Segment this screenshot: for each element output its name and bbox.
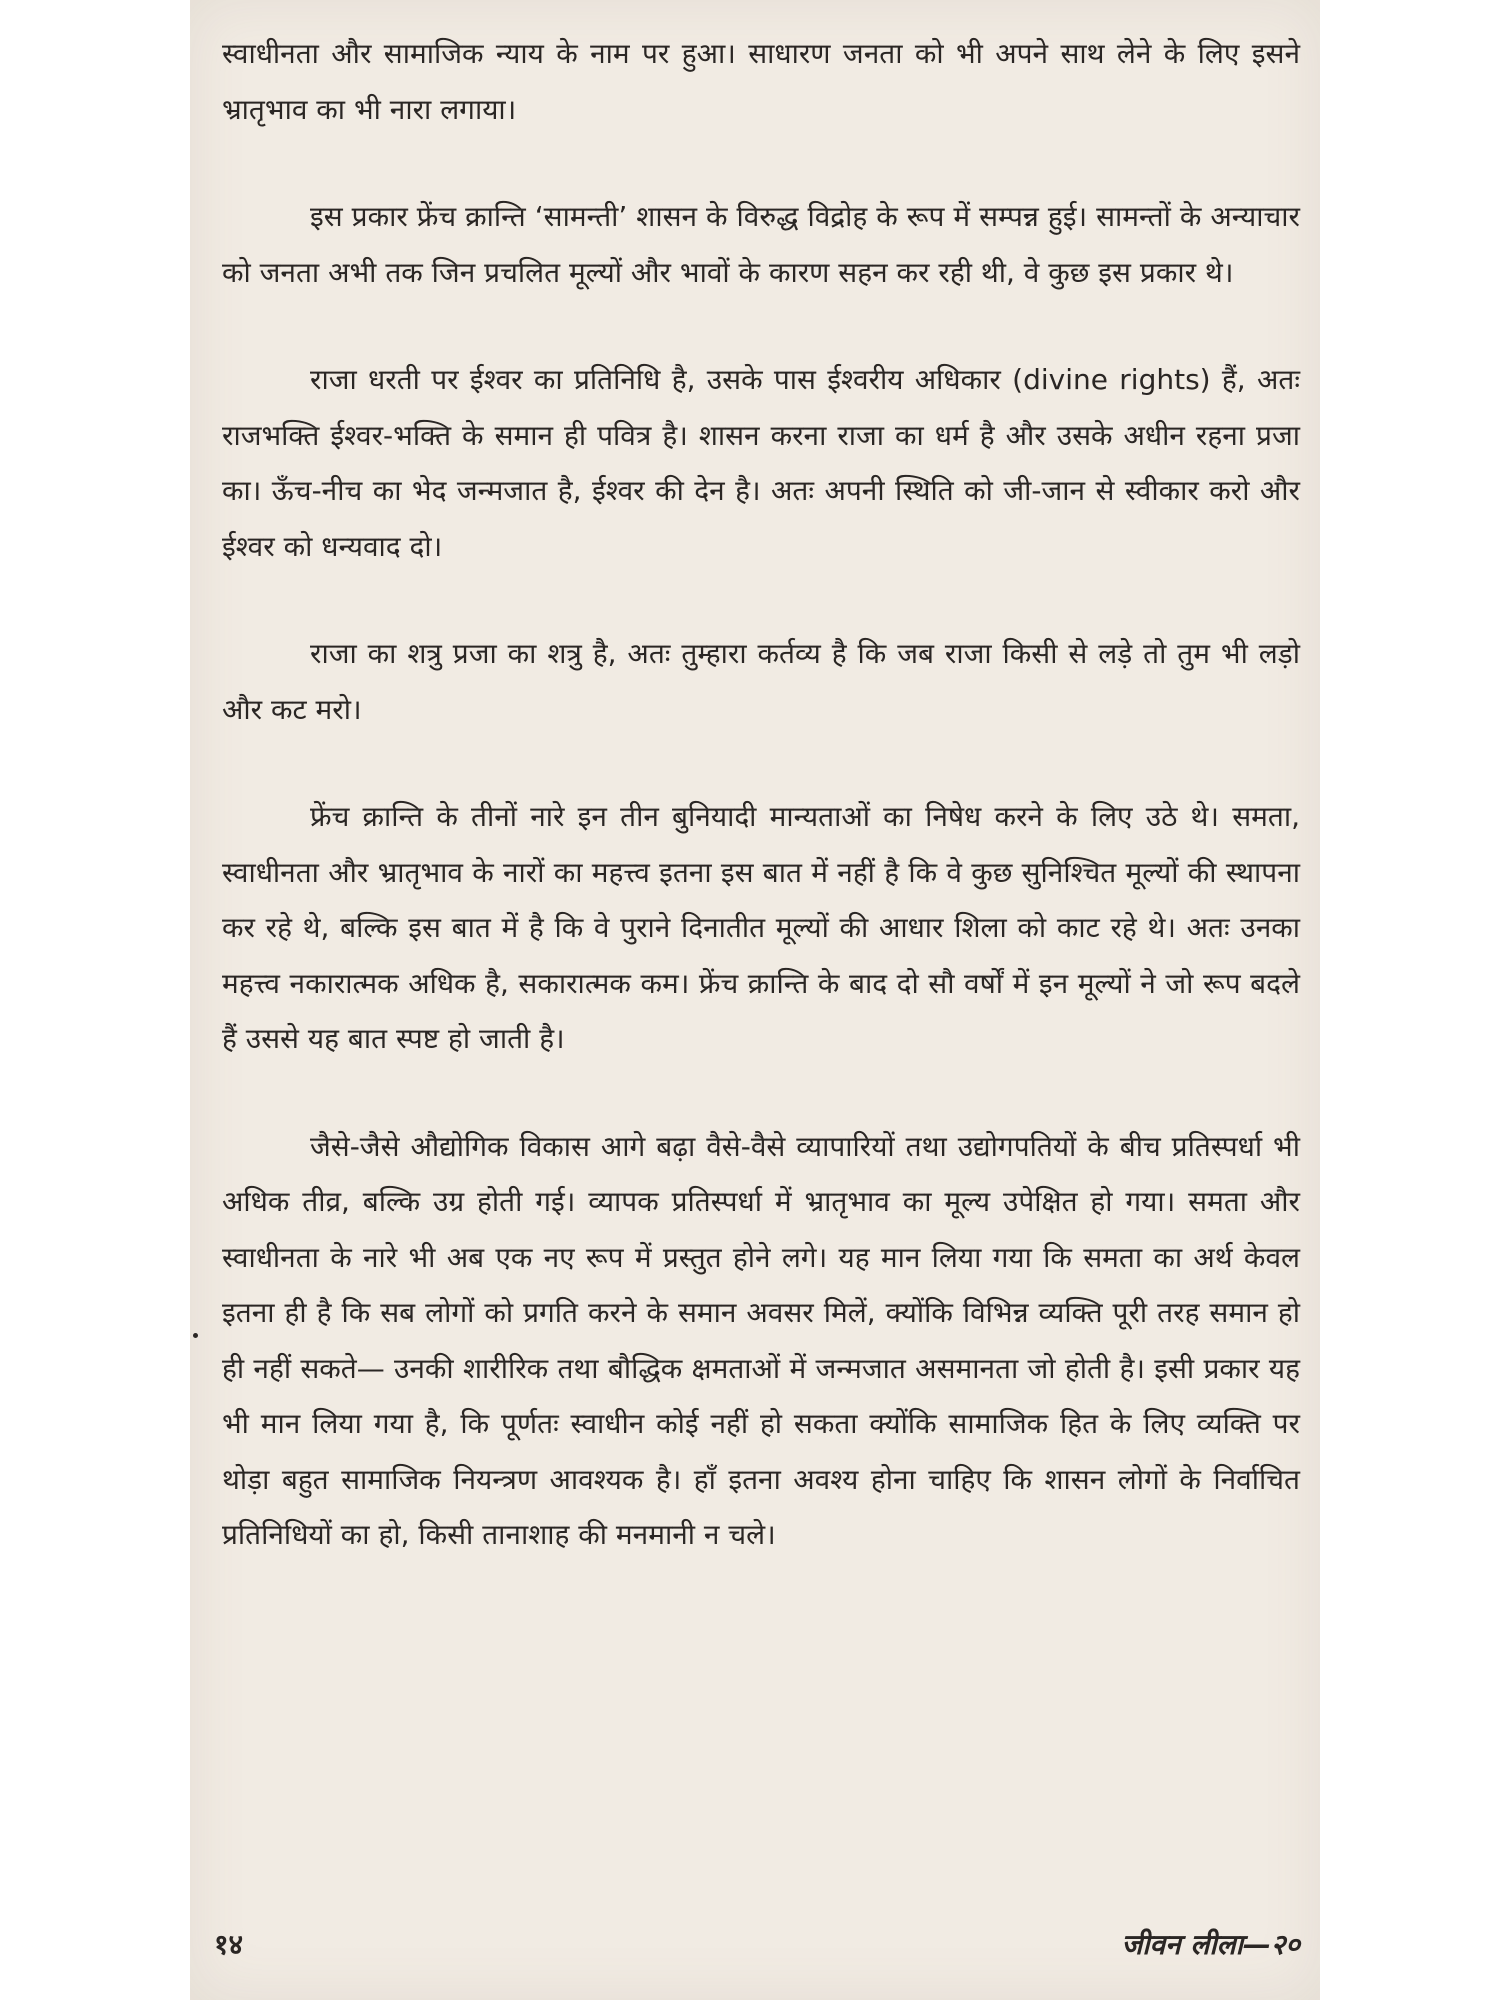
margin-dot (193, 1333, 198, 1338)
paragraph: राजा धरती पर ईश्वर का प्रतिनिधि है, उसके पास ईश्वरीय अधिकार (divine rights) हैं, अतः राजभक्ति ईश्वर-भक्ति के समान ही पवित्र है। शासन करना राजा का धर्म है और उसके अधीन रहना प्रजा का। ऊँच-नीच का भेद जन्मजात है, ईश्वर की देन है। अतः अपनी स्थिति को जी-जान से स्वीकार करो और ईश्वर को धन्यवाद दो। (222, 363, 1300, 563)
page-number: १४ (214, 1928, 244, 1961)
paragraph: जैसे-जैसे औद्योगिक विकास आगे बढ़ा वैसे-वैसे व्यापारियों तथा उद्योगपतियों के बीच प्रतिस्पर्धा भी अधिक तीव्र, बल्कि उग्र होती गई। व्यापक प्रतिस्पर्धा में भ्रातृभाव का मूल्य उपेक्षित हो गया। समता और स्वाधीनता के नारे भी अब एक नए रूप में प्रस्तुत होने लगे। यह मान लिया गया कि समता का अर्थ केवल इतना ही है कि सब लोगों को प्रगति करने के समान अवसर मिलें, क्योंकि विभिन्न व्यक्ति पूरी तरह समान हो ही नहीं सकते— उनकी शारीरिक तथा बौद्धिक क्षमताओं में जन्मजात असमानता जो होती है। इसी प्रकार यह भी मान लिया गया है, कि पूर्णतः स्वाधीन कोई नहीं हो सकता क्योंकि सामाजिक हित के लिए व्यक्ति पर थोड़ा बहुत सामाजिक नियन्त्रण आवश्यक है। हाँ इतना अवश्य होना चाहिए कि शासन लोगों के निर्वाचित प्रतिनिधियों का हो, किसी तानाशाह की मनमानी न चले। (222, 1129, 1300, 1551)
page-body (222, 26, 1300, 1615)
paragraph: इस प्रकार फ्रेंच क्रान्ति ‘सामन्ती’ शासन के विरुद्ध विद्रोह के रूप में सम्पन्न हुई। सामन्तों के अन्याचार को जनता अभी तक जिन प्रचलित मूल्यों और भावों के कारण सहन कर रही थी, वे कुछ इस प्रकार थे। (222, 200, 1300, 289)
paragraph: राजा का शत्रु प्रजा का शत्रु है, अतः तुम्हारा कर्तव्य है कि जब राजा किसी से लड़े तो तुम भी लड़ो और कट मरो। (222, 637, 1300, 726)
paragraph: फ्रेंच क्रान्ति के तीनों नारे इन तीन बुनियादी मान्यताओं का निषेध करने के लिए उठे थे। समता, स्वाधीनता और भ्रातृभाव के नारों का महत्त्व इतना इस बात में नहीं है कि वे कुछ सुनिश्चित मूल्यों की स्थापना कर रहे थे, बल्कि इस बात में है कि वे पुराने दिनातीत मूल्यों की आधार शिला को काट रहे थे। अतः उनका महत्त्व नकारात्मक अधिक है, सकारात्मक कम। फ्रेंच क्रान्ति के बाद दो सौ वर्षों में इन मूल्यों ने जो रूप बदले हैं उससे यह बात स्पष्ट हो जाती है। (222, 800, 1300, 1055)
running-footer-title: जीवन लीला—२० (1121, 1928, 1300, 1961)
paragraph: स्वाधीनता और सामाजिक न्याय के नाम पर हुआ। साधारण जनता को भी अपने साथ लेने के लिए इसने भ्रातृभाव का भी नारा लगाया। (222, 37, 1300, 126)
page-footer (214, 1925, 1300, 1965)
